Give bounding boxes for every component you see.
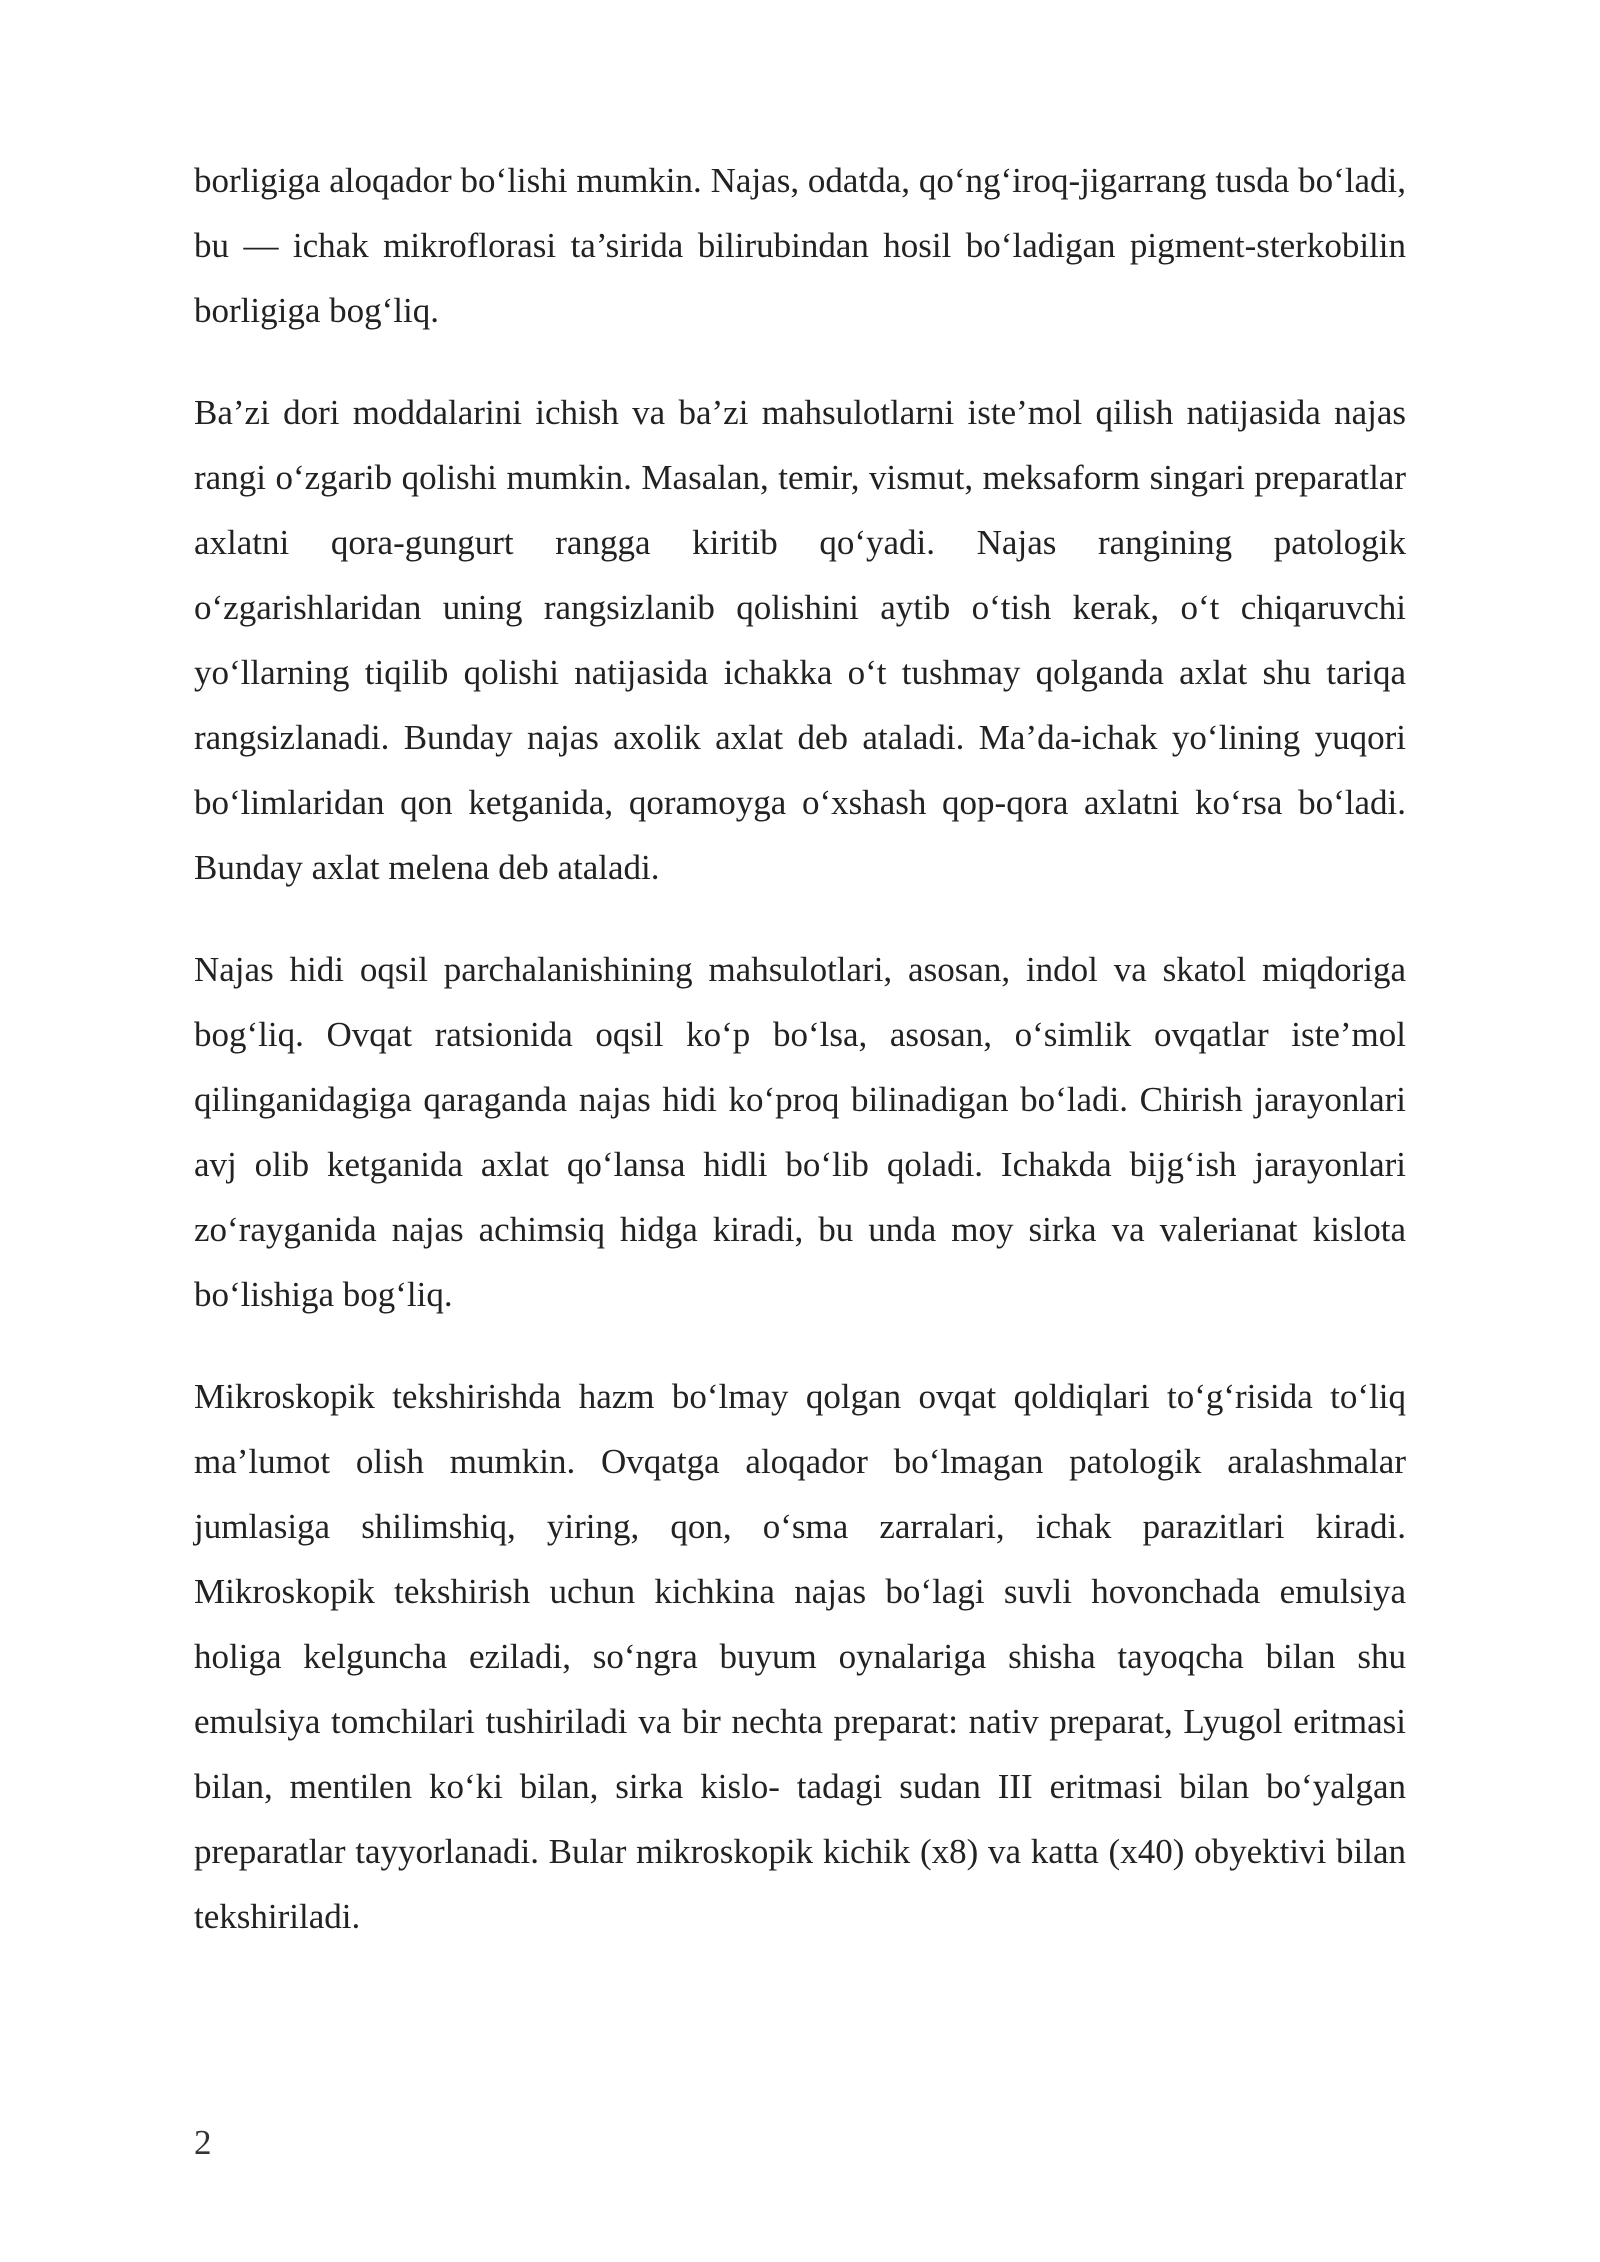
paragraph-3: Najas hidi oqsil parchalanishining mahsulotlari, asosan, indol va skatol miqdoriga bog‘liq. Ovqat ratsionida oqsil ko‘p bo‘lsa, asosan, o‘simlik ovqatlar iste’mol qilinganidagiga qaraganda najas hidi ko‘proq bilinadigan bo‘ladi. Chirish jarayonlari avj olib ketganida axlat qo‘lansa hidli bo‘lib qoladi. Ichakda bijg‘ish jarayonlari zo‘rayganida najas achimsiq hidga kiradi, bu unda moy sirka va valerianat kislota bo‘lishiga bog‘liq.: [194, 950, 1406, 1314]
paragraph-2: Ba’zi dori moddalarini ichish va ba’zi mahsulotlarni iste’mol qilish natijasida najas rangi o‘zgarib qolishi mumkin. Masalan, temir, vismut, meksaform singari preparatlar axlatni qora-gungurt rangga kiritib qo‘yadi. Najas rangining patologik o‘zgarishlaridan uning rangsizlanib qolishini aytib o‘tish kerak, o‘t chiqaruvchi yo‘llarning tiqilib qolishi natijasida ichakka o‘t tushmay qolganda axlat shu tariqa rangsizlanadi. Bunday najas axolik axlat deb ataladi. Ma’da-ichak yo‘lining yuqori bo‘limlaridan qon ketganida, qoramoyga o‘xshash qop-qora axlatni ko‘rsa bo‘ladi. Bunday axlat melena deb ataladi.: [194, 393, 1406, 887]
page-number: 2: [194, 2123, 212, 2162]
body-text: [194, 148, 1406, 1986]
paragraph-1: borligiga aloqador bo‘lishi mumkin. Najas, odatda, qo‘ng‘iroq-jigarrang tusda bo‘ladi, bu — ichak mikroflorasi ta’sirida bilirubindan hosil bo‘ladigan pigment-sterkobilin borligiga bog‘liq.: [194, 161, 1406, 330]
paragraph-4: Mikroskopik tekshirishda hazm bo‘lmay qolgan ovqat qoldiqlari to‘g‘risida to‘liq ma’lumot olish mumkin. Ovqatga aloqador bo‘lmagan patologik aralashmalar jumlasiga shilimshiq, yiring, qon, o‘sma zarralari, ichak parazitlari kiradi. Mikroskopik tekshirish uchun kichkina najas bo‘lagi suvli hovonchada emulsiya holiga kelguncha eziladi, so‘ngra buyum oynalariga shisha tayoqcha bilan shu emulsiya tomchilari tushiriladi va bir nechta preparat: nativ preparat, Lyugol eritmasi bilan, mentilen ko‘ki bilan, sirka kislo- tadagi sudan III eritmasi bilan bo‘yalgan preparatlar tayyorlanadi. Bular mikroskopik kichik (x8) va katta (x40) obyektivi bilan tekshiriladi.: [194, 1377, 1406, 1936]
